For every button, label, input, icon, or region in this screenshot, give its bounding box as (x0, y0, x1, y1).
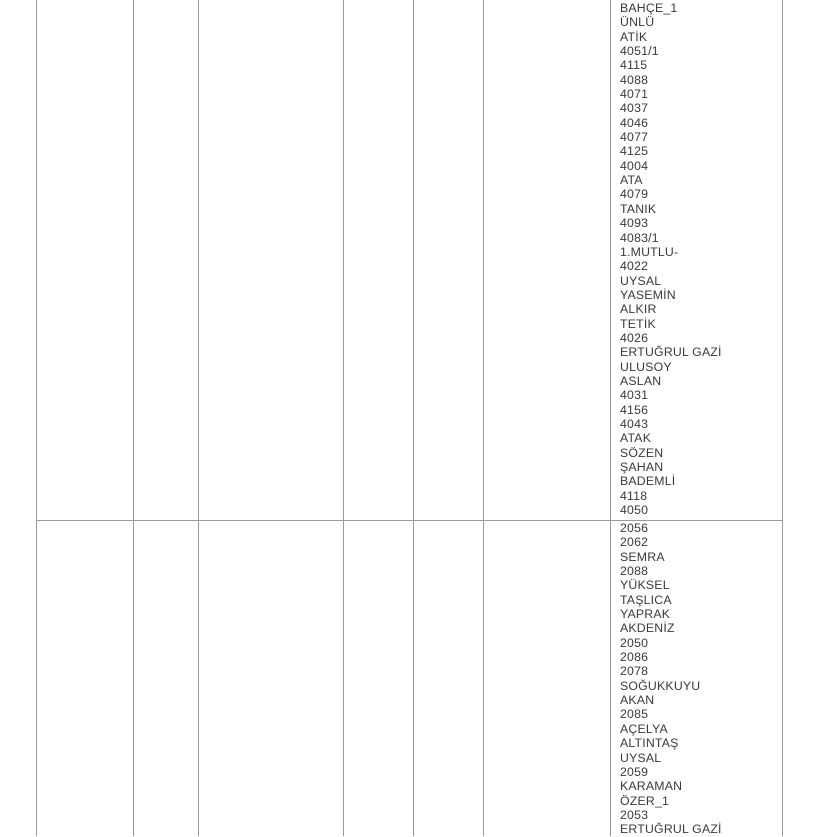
list-item: UYSAL (620, 273, 662, 288)
list-item: 4037 (620, 101, 649, 116)
list-item: BADEMLİ (620, 474, 676, 489)
list-item: 4125 (620, 144, 649, 159)
list-item: ATAK (620, 431, 652, 446)
list-item: ÜNLÜ (620, 15, 655, 30)
list-item: 4118 (620, 488, 648, 503)
list-item: KARAMAN (620, 779, 683, 794)
list-item: ASLAN (620, 373, 662, 388)
list-item: 4156 (620, 402, 649, 417)
column-divider (198, 0, 199, 836)
list-item: ALTINTAŞ (620, 736, 679, 751)
table-cell-list (620, 521, 722, 837)
list-item: SÖZEN (620, 445, 664, 460)
column-divider (610, 0, 611, 836)
column-divider (343, 0, 344, 836)
list-item: ÖZER_1 (620, 793, 670, 808)
list-item: 2056 (620, 521, 649, 535)
list-item: 2088 (620, 564, 649, 579)
list-item: 4115 (620, 58, 648, 73)
list-item: SOĞUKKUYU (620, 678, 701, 693)
list-item: SEMRA (620, 549, 665, 564)
list-item: 4077 (620, 130, 649, 145)
list-item: 4022 (620, 259, 649, 274)
list-item: 4031 (620, 388, 649, 403)
list-item: 4093 (620, 216, 649, 231)
list-item: ERTUĞRUL GAZİ (620, 822, 722, 837)
list-item: AKDENİZ (620, 621, 675, 636)
list-item: 2086 (620, 650, 649, 665)
list-item: ALKIR (620, 302, 657, 317)
list-item: YÜKSEL (620, 578, 670, 593)
column-divider (413, 0, 414, 836)
list-item: ATA (620, 173, 643, 188)
list-item: ŞAHAN (620, 460, 664, 474)
list-item: ATİK (620, 29, 648, 44)
list-item: 4071 (620, 87, 649, 102)
list-item: 2085 (620, 707, 649, 722)
list-item: UYSAL (620, 750, 662, 765)
column-divider (782, 0, 783, 836)
list-item: 4083/1 (620, 230, 659, 245)
list-item: 2059 (620, 764, 649, 779)
list-item: 4088 (620, 72, 649, 87)
table-cell-list (620, 1, 722, 517)
list-item: 4079 (620, 187, 649, 202)
list-item: TAŞLICA (620, 592, 672, 607)
list-item: TANIK (620, 201, 657, 216)
column-divider (133, 0, 134, 836)
column-divider (36, 0, 37, 836)
list-item: 2078 (620, 664, 649, 679)
list-item: ERTUĞRUL GAZİ (620, 345, 722, 360)
list-item: 2062 (620, 535, 649, 550)
list-item: 2050 (620, 635, 649, 650)
list-item: TETİK (620, 316, 656, 331)
list-item: 4043 (620, 416, 649, 431)
list-item: 4004 (620, 158, 649, 173)
list-item: AKAN (620, 693, 655, 708)
column-divider (483, 0, 484, 836)
list-item: YASEMİN (620, 287, 676, 302)
list-item: ULUSOY (620, 359, 672, 374)
list-item: 4050 (620, 503, 649, 518)
list-item: 4051/1 (620, 44, 659, 59)
list-item: 1.MUTLU- (620, 244, 679, 259)
list-item: 2053 (620, 807, 649, 822)
list-item: AÇELYA (620, 721, 668, 736)
list-item: 4026 (620, 330, 649, 345)
list-item: BAHÇE_1 (620, 1, 678, 15)
list-item: YAPRAK (620, 607, 671, 622)
list-item: 4046 (620, 115, 649, 130)
